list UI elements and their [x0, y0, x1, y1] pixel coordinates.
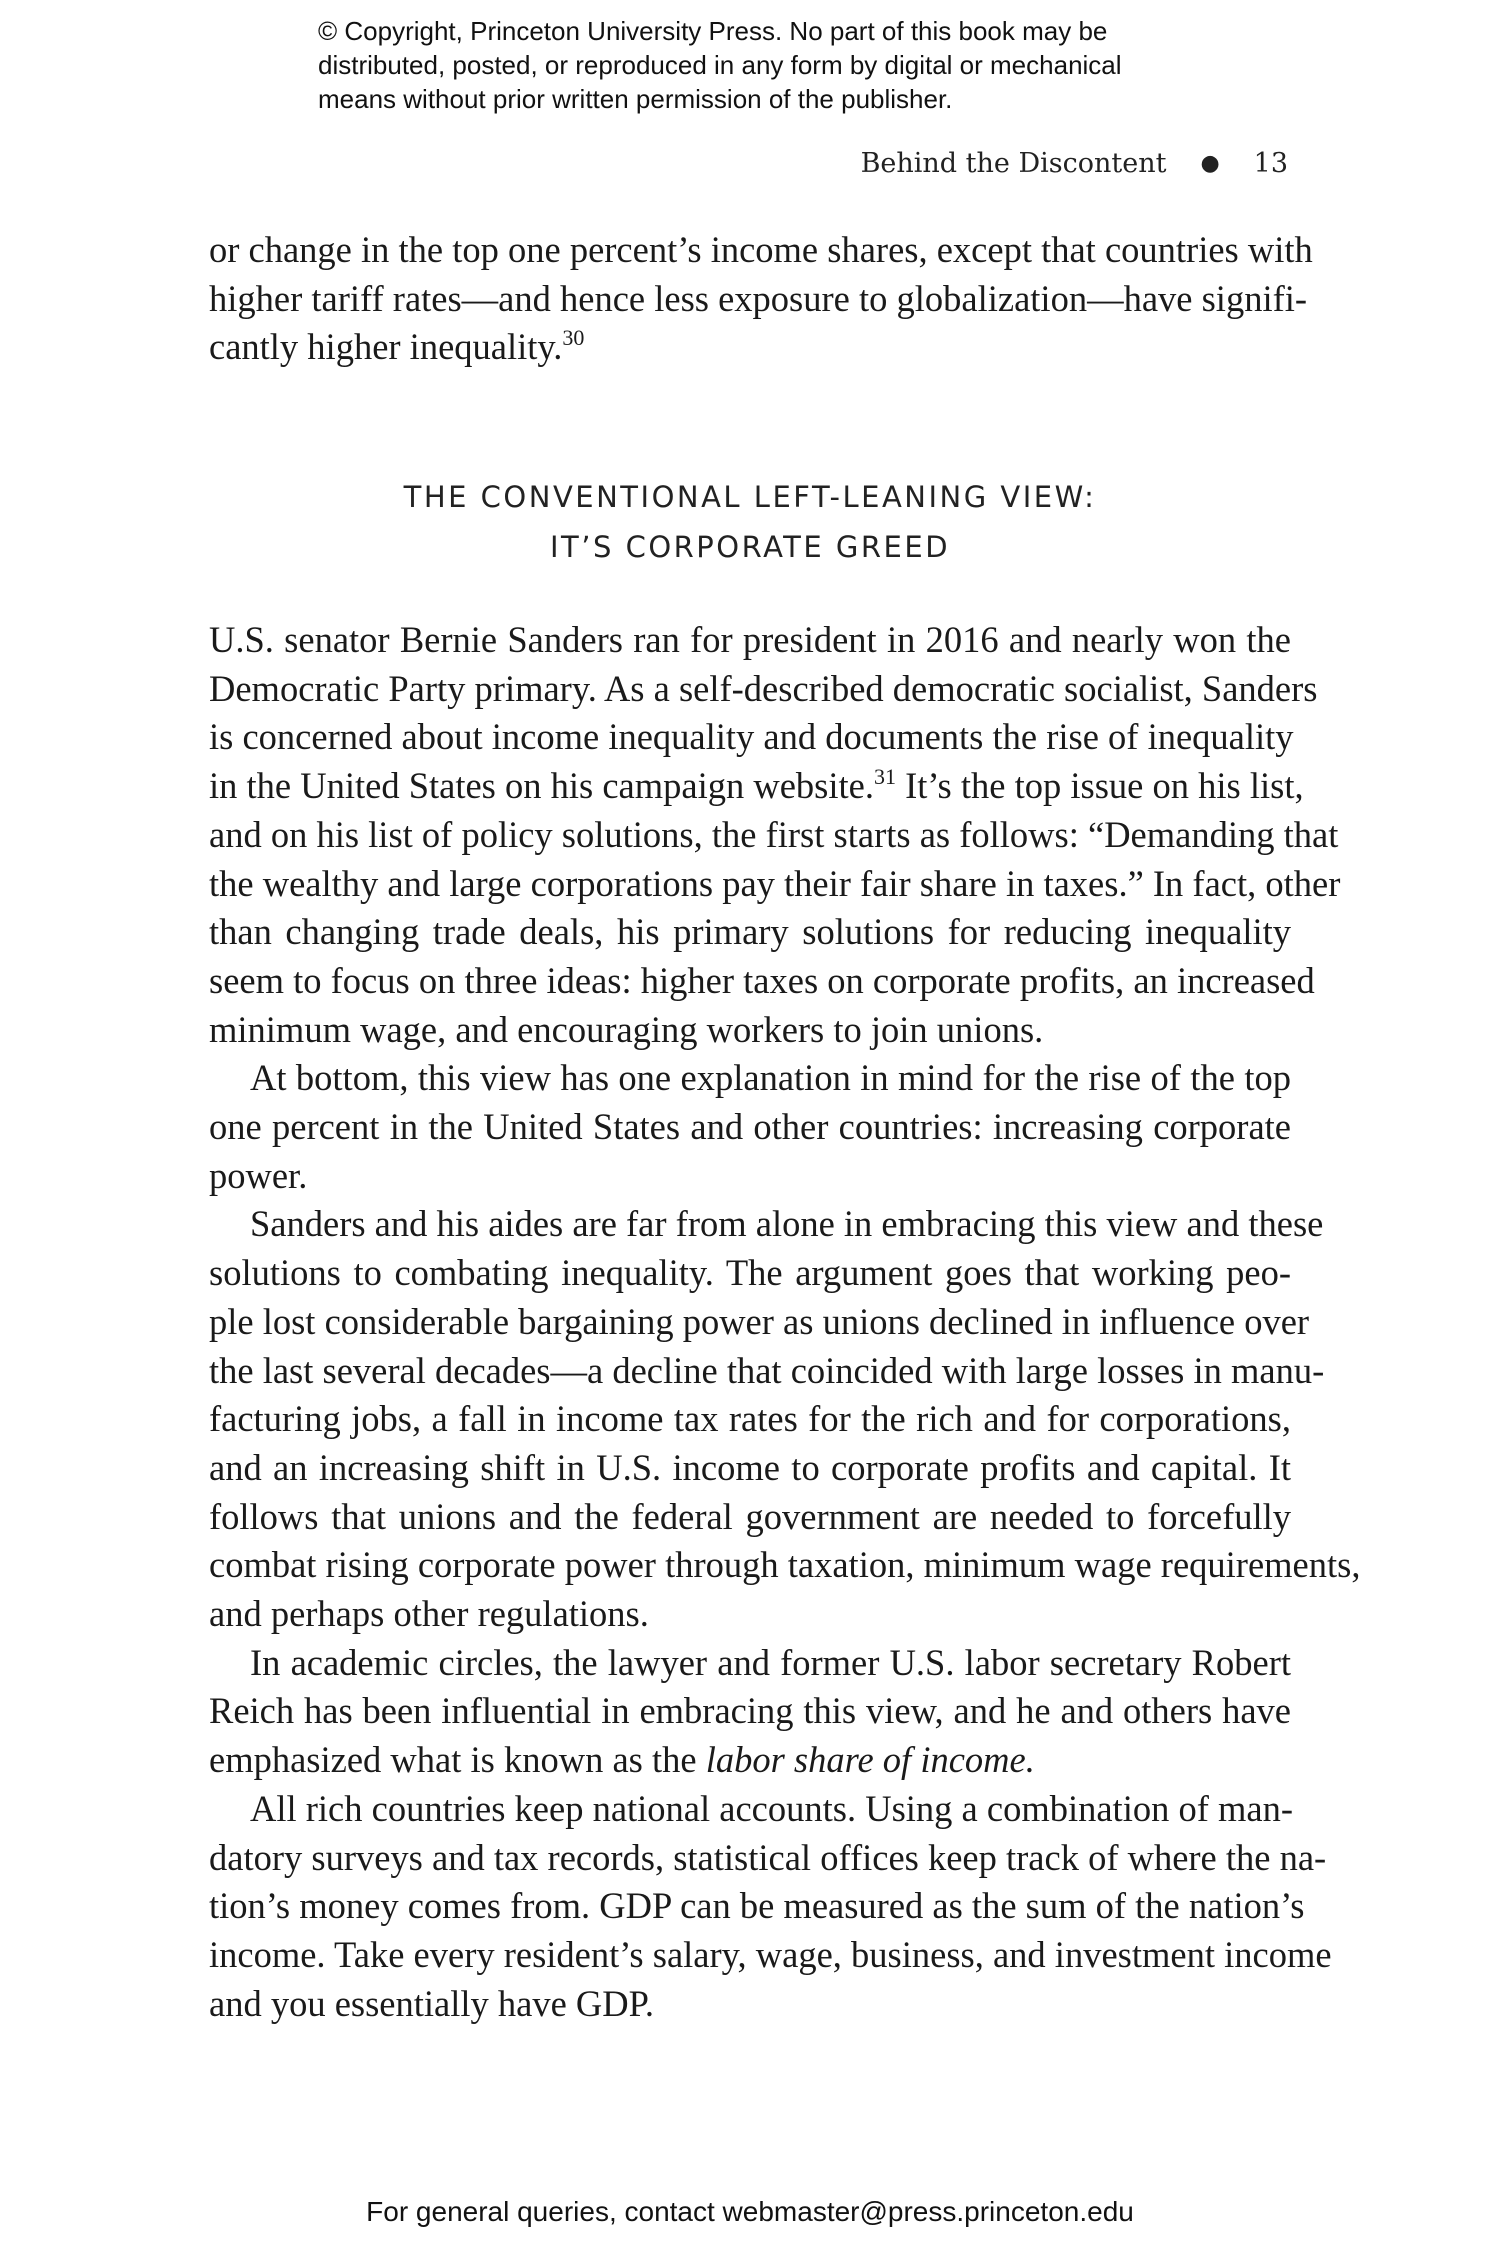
bullet-separator: ●: [1200, 151, 1220, 176]
text-line: All rich countries keep national accounts. Using a combination of man-: [250, 1787, 1293, 1829]
text-line: [209, 323, 1291, 372]
text-line: and you essentially have GDP.: [209, 1982, 655, 2024]
text-line: At bottom, this view has one explanation in mind for the rise of the top: [250, 1057, 1291, 1099]
text-line: than changing trade deals, his primary solutions for reducing inequality: [209, 911, 1291, 953]
text-line: datory surveys and tax records, statistical offices keep track of where the na-: [209, 1836, 1327, 1878]
text-line: Sanders and his aides are far from alone in embracing this view and these: [250, 1203, 1324, 1245]
text-line: minimum wage, and encouraging workers to join unions.: [209, 1008, 1044, 1050]
text-line: income. Take every resident’s salary, wage, business, and investment income: [209, 1933, 1332, 1975]
text-fragment: emphasized what is known as the: [209, 1739, 706, 1781]
section-heading-line: IT’S CORPORATE GREED: [549, 530, 951, 564]
text-fragment: It’s the top issue on his list,: [895, 765, 1304, 807]
carryover-paragraph: [209, 226, 1313, 372]
text-line: and an increasing shift in U.S. income to corporate profits and capital. It: [209, 1446, 1291, 1488]
text-line: facturing jobs, a fall in income tax rates for the rich and for corporations,: [209, 1398, 1291, 1440]
copyright-line: © Copyright, Princeton University Press. No part of this book may be: [318, 16, 1108, 46]
running-head: [861, 148, 1288, 179]
footnote-marker: 31: [873, 764, 896, 790]
emphasized-term: labor share of income.: [705, 1739, 1035, 1781]
section-heading-line: THE CONVENTIONAL LEFT-LEANING VIEW:: [403, 480, 1097, 514]
text-line: Democratic Party primary. As a self-described democratic socialist, Sanders: [209, 667, 1318, 709]
text-line: [209, 762, 1304, 811]
footer-contact: For general queries, contact webmaster@press.princeton.edu: [366, 2196, 1134, 2227]
text-line: tion’s money comes from. GDP can be measured as the sum of the nation’s: [209, 1885, 1305, 1927]
copyright-line: distributed, posted, or reproduced in any form by digital or mechanical: [318, 50, 1122, 80]
text-line: seem to focus on three ideas: higher taxes on corporate profits, an increased: [209, 959, 1315, 1001]
text-line: power.: [209, 1154, 308, 1196]
text-line: U.S. senator Bernie Sanders ran for president in 2016 and nearly won the: [209, 619, 1291, 660]
text-line: ple lost considerable bargaining power as unions declined in influence over: [209, 1300, 1310, 1342]
text-line: solutions to combating inequality. The argument goes that working peo-: [209, 1252, 1291, 1294]
running-head-title: Behind the Discontent: [860, 148, 1167, 179]
text-line: the wealthy and large corporations pay their fair share in taxes.” In fact, other: [209, 862, 1341, 904]
text-line: one percent in the United States and other countries: increasing corporate: [209, 1106, 1291, 1148]
text-fragment: cantly higher inequality.: [209, 326, 563, 368]
text-line: or change in the top one percent’s income shares, except that countries with: [209, 229, 1313, 270]
text-line: is concerned about income inequality and documents the rise of inequality: [209, 716, 1294, 758]
body-text: [209, 616, 1361, 2028]
text-line: Reich has been influential in embracing this view, and he and others have: [209, 1690, 1291, 1732]
text-fragment: in the United States on his campaign website.: [209, 765, 874, 807]
text-line: higher tariff rates—and hence less exposure to globalization—have signifi-: [209, 277, 1308, 319]
section-heading: [209, 472, 1291, 572]
text-line: follows that unions and the federal government are needed to forcefully: [209, 1495, 1291, 1537]
footnote-marker: 30: [562, 325, 585, 351]
text-line: and on his list of policy solutions, the first starts as follows: “Demanding that: [209, 813, 1339, 855]
copyright-line: means without prior written permission of the publisher.: [318, 84, 953, 114]
text-line: the last several decades—a decline that coincided with large losses in manu-: [209, 1349, 1325, 1391]
text-line: and perhaps other regulations.: [209, 1593, 649, 1635]
text-line: combat rising corporate power through taxation, minimum wage requirements,: [209, 1544, 1361, 1586]
text-line: In academic circles, the lawyer and former U.S. labor secretary Robert: [250, 1641, 1291, 1683]
text-line: [209, 1736, 1291, 1785]
copyright-notice: [318, 14, 1218, 116]
page-number: 13: [1253, 148, 1288, 179]
